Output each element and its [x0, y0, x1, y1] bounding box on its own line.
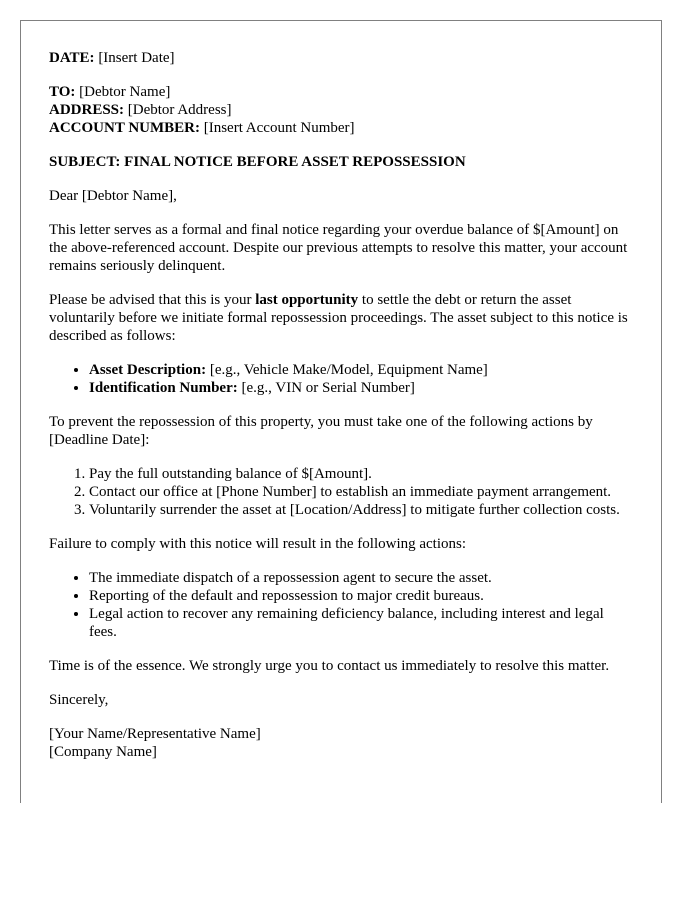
- signature-company: [Company Name]: [49, 744, 157, 760]
- paragraph-urgency: Time is of the essence. We strongly urge you to contact us immediately to resolve this matter.: [49, 658, 610, 674]
- account-line: [49, 119, 633, 137]
- address-label: ADDRESS:: [49, 102, 125, 118]
- list-item: • Legal action to recover any remaining deficiency balance, including interest and legal fees.: [89, 605, 633, 641]
- letter-page: [20, 20, 662, 803]
- list-item: 2. Contact our office at [Phone Number] to establish an immediate payment arrangement.: [89, 483, 633, 501]
- letter-body: [21, 21, 661, 761]
- recipient-block: [49, 83, 633, 137]
- paragraph-last-opportunity: [49, 291, 633, 345]
- date-label: DATE:: [49, 50, 95, 66]
- signature-block: [49, 725, 633, 761]
- list-item: 3. Voluntarily surrender the asset at [Location/Address] to mitigate further collection costs.: [89, 501, 633, 519]
- para2-before: Please be advised that this is your: [49, 292, 256, 308]
- paragraph-overdue-notice: This letter serves as a formal and final notice regarding your overdue balance of $[Amount] on the above-referenced account. Despite our previous attempts to resolve this matter, your account remains seriously delinquent.: [49, 222, 628, 274]
- list-item: • Reporting of the default and repossession to major credit bureaus.: [89, 587, 633, 605]
- para2-after: to settle the debt or return the asset voluntarily before we initiate formal repossession proceedings. The asset subject to this notice is described as follows:: [49, 292, 628, 344]
- date-value: [Insert Date]: [94, 50, 175, 66]
- list-item: • The immediate dispatch of a repossession agent to secure the asset.: [89, 569, 633, 587]
- subject-text: SUBJECT: FINAL NOTICE BEFORE ASSET REPOSSESSION: [49, 154, 466, 170]
- asset-description-label: Asset Description:: [89, 362, 207, 378]
- to-value: [Debtor Name]: [75, 84, 171, 100]
- address-line: [49, 101, 633, 119]
- identification-number-value: [e.g., VIN or Serial Number]: [237, 380, 415, 396]
- consequences-list: [49, 569, 633, 641]
- paragraph-required-actions: To prevent the repossession of this property, you must take one of the following actions by [Deadline Date]:: [49, 414, 593, 448]
- account-value: [Insert Account Number]: [199, 120, 355, 136]
- salutation: Dear [Debtor Name],: [49, 188, 177, 204]
- identification-number-label: Identification Number:: [89, 380, 238, 396]
- list-item: [89, 379, 633, 397]
- list-item: [89, 361, 633, 379]
- to-line: [49, 83, 633, 101]
- para2-bold: last opportunity: [255, 292, 359, 308]
- address-value: [Debtor Address]: [124, 102, 232, 118]
- asset-description-value: [e.g., Vehicle Make/Model, Equipment Name]: [206, 362, 488, 378]
- list-item: 1. Pay the full outstanding balance of $[Amount].: [89, 465, 633, 483]
- account-label: ACCOUNT NUMBER:: [49, 120, 200, 136]
- subject-line: [49, 153, 633, 171]
- to-label: TO:: [49, 84, 76, 100]
- required-actions-list: [49, 465, 633, 519]
- paragraph-failure-consequences: Failure to comply with this notice will result in the following actions:: [49, 536, 467, 552]
- date-line: [49, 49, 633, 67]
- asset-details-list: [49, 361, 633, 397]
- closing: Sincerely,: [49, 692, 109, 708]
- signature-name: [Your Name/Representative Name]: [49, 726, 261, 742]
